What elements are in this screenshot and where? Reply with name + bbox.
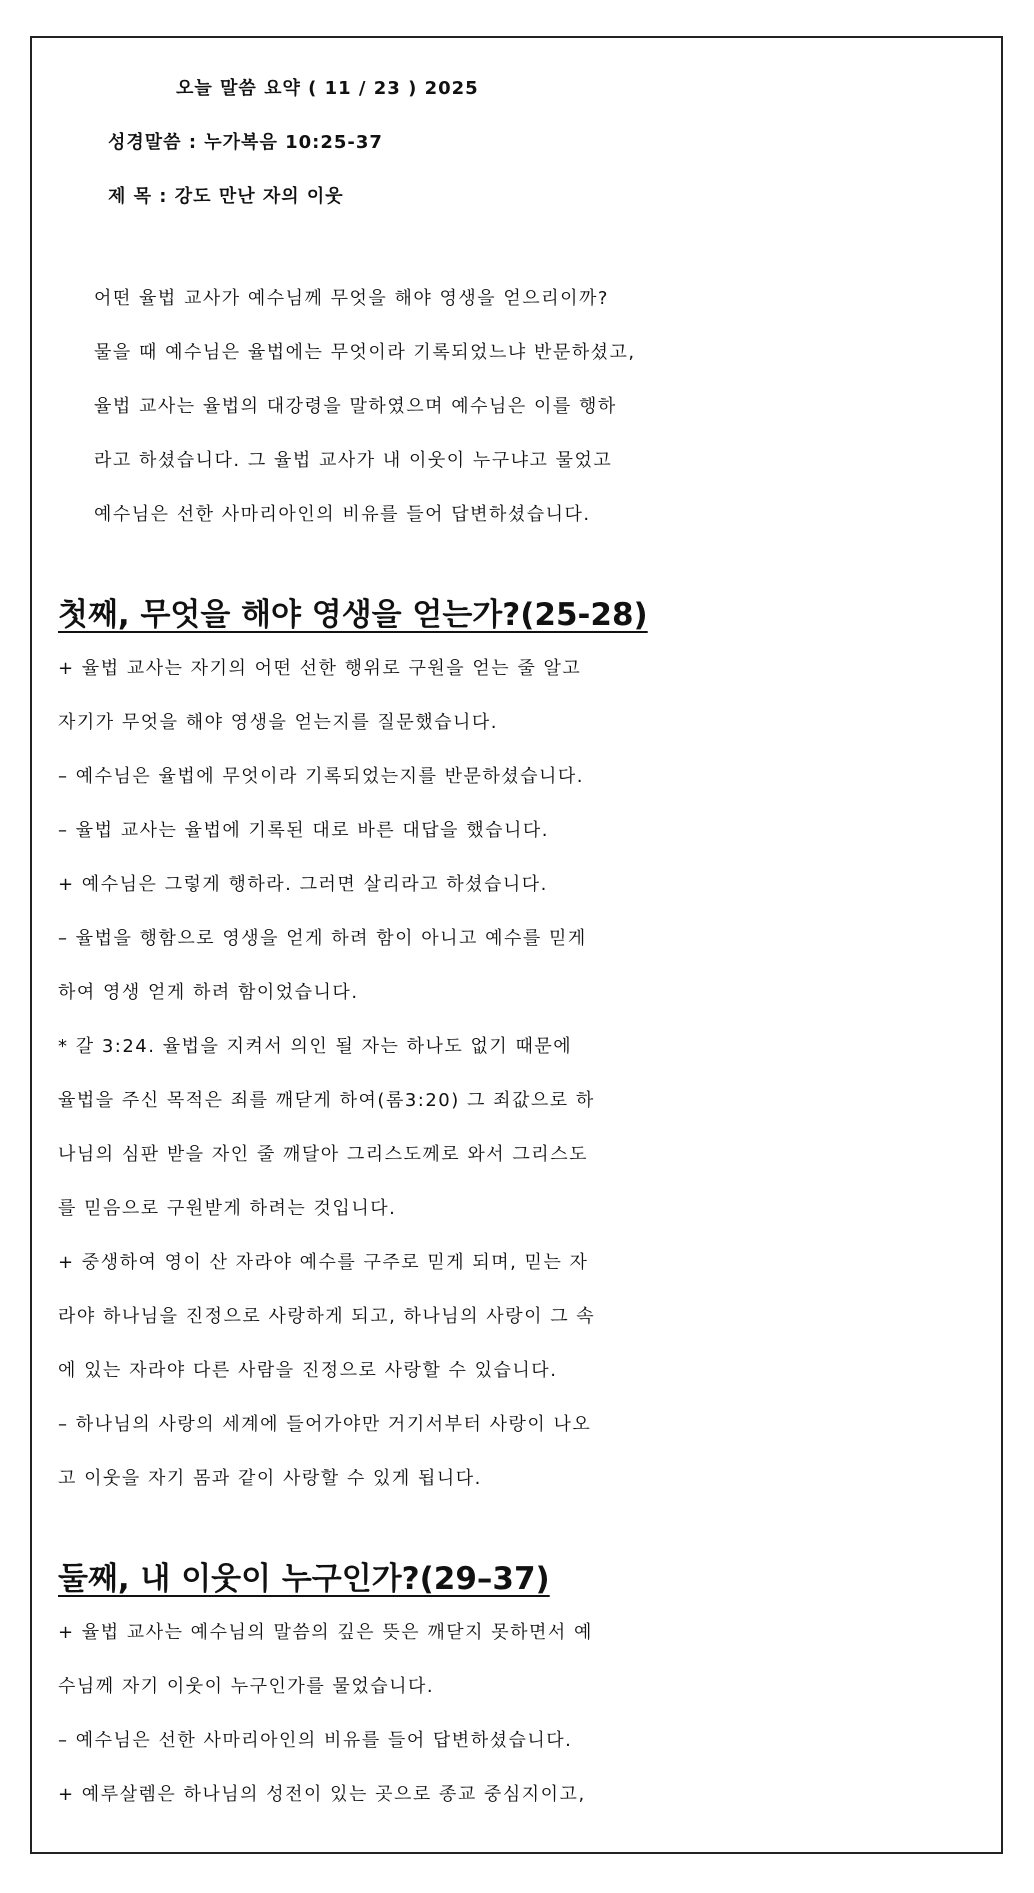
document-title: 오늘 말씀 요약 ( 11 / 23 ) 2025 (176, 78, 479, 99)
section-line: + 예루살렘은 하나님의 성전이 있는 곳으로 종교 중심지이고, (58, 1784, 586, 1805)
intro-line: 예수님은 선한 사마리아인의 비유를 들어 답변하셨습니다. (94, 504, 591, 525)
section-line: + 예수님은 그렇게 행하라. 그러면 살리라고 하셨습니다. (58, 874, 548, 895)
section-line: 자기가 무엇을 해야 영생을 얻는지를 질문했습니다. (58, 712, 498, 733)
section-line: – 예수님은 율법에 무엇이라 기록되었는지를 반문하셨습니다. (58, 766, 585, 787)
section-line: – 율법을 행함으로 영생을 얻게 하려 함이 아니고 예수를 믿게 (58, 928, 587, 949)
intro-line: 어떤 율법 교사가 예수님께 무엇을 해야 영생을 얻으리이까? (94, 288, 609, 309)
intro-line: 라고 하셨습니다. 그 율법 교사가 내 이웃이 누구냐고 물었고 (94, 450, 613, 471)
section-line: – 하나님의 사랑의 세계에 들어가야만 거기서부터 사랑이 나오 (58, 1414, 592, 1435)
intro-line: 물을 때 예수님은 율법에는 무엇이라 기록되었느냐 반문하셨고, (94, 342, 636, 363)
section-line: 라야 하나님을 진정으로 사랑하게 되고, 하나님의 사랑이 그 속 (58, 1306, 596, 1327)
section-line: 를 믿음으로 구원받게 하려는 것입니다. (58, 1198, 397, 1219)
scripture-reference: 성경말씀 : 누가복음 10:25-37 (108, 132, 383, 153)
section-heading: 첫째, 무엇을 해야 영생을 얻는가?(25-28) (58, 597, 648, 633)
sermon-subject: 제 목 : 강도 만난 자의 이웃 (108, 186, 344, 207)
section-line: + 율법 교사는 자기의 어떤 선한 행위로 구원을 얻는 줄 알고 (58, 658, 582, 679)
intro-line: 율법 교사는 율법의 대강령을 말하였으며 예수님은 이를 행하 (94, 396, 617, 417)
section-line: – 율법 교사는 율법에 기록된 대로 바른 대답을 했습니다. (58, 820, 550, 841)
section-first (58, 588, 988, 1506)
section-line: + 중생하여 영이 산 자라야 예수를 구주로 믿게 되며, 믿는 자 (58, 1252, 589, 1273)
section-line: * 갈 3:24. 율법을 지켜서 의인 될 자는 하나도 없기 때문에 (58, 1036, 573, 1057)
section-line: 나님의 심판 받을 자인 줄 깨달아 그리스도께로 와서 그리스도 (58, 1144, 588, 1165)
section-line: 에 있는 자라야 다른 사람을 진정으로 사랑할 수 있습니다. (58, 1360, 558, 1381)
sermon-summary (58, 62, 988, 1822)
section-line: – 예수님은 선한 사마리아인의 비유를 들어 답변하셨습니다. (58, 1730, 573, 1751)
section-line: 수님께 자기 이웃이 누구인가를 물었습니다. (58, 1676, 435, 1697)
section-second (58, 1552, 988, 1822)
section-line: 하여 영생 얻게 하려 함이었습니다. (58, 982, 359, 1003)
section-line: + 율법 교사는 예수님의 말씀의 깊은 뜻은 깨닫지 못하면서 예 (58, 1622, 593, 1643)
section-line: 율법을 주신 목적은 죄를 깨닫게 하여(롬3:20) 그 죄값으로 하 (58, 1090, 595, 1111)
section-heading: 둘째, 내 이웃이 누구인가?(29–37) (58, 1561, 550, 1597)
intro-paragraph (58, 272, 988, 542)
section-line: 고 이웃을 자기 몸과 같이 사랑할 수 있게 됩니다. (58, 1468, 482, 1489)
